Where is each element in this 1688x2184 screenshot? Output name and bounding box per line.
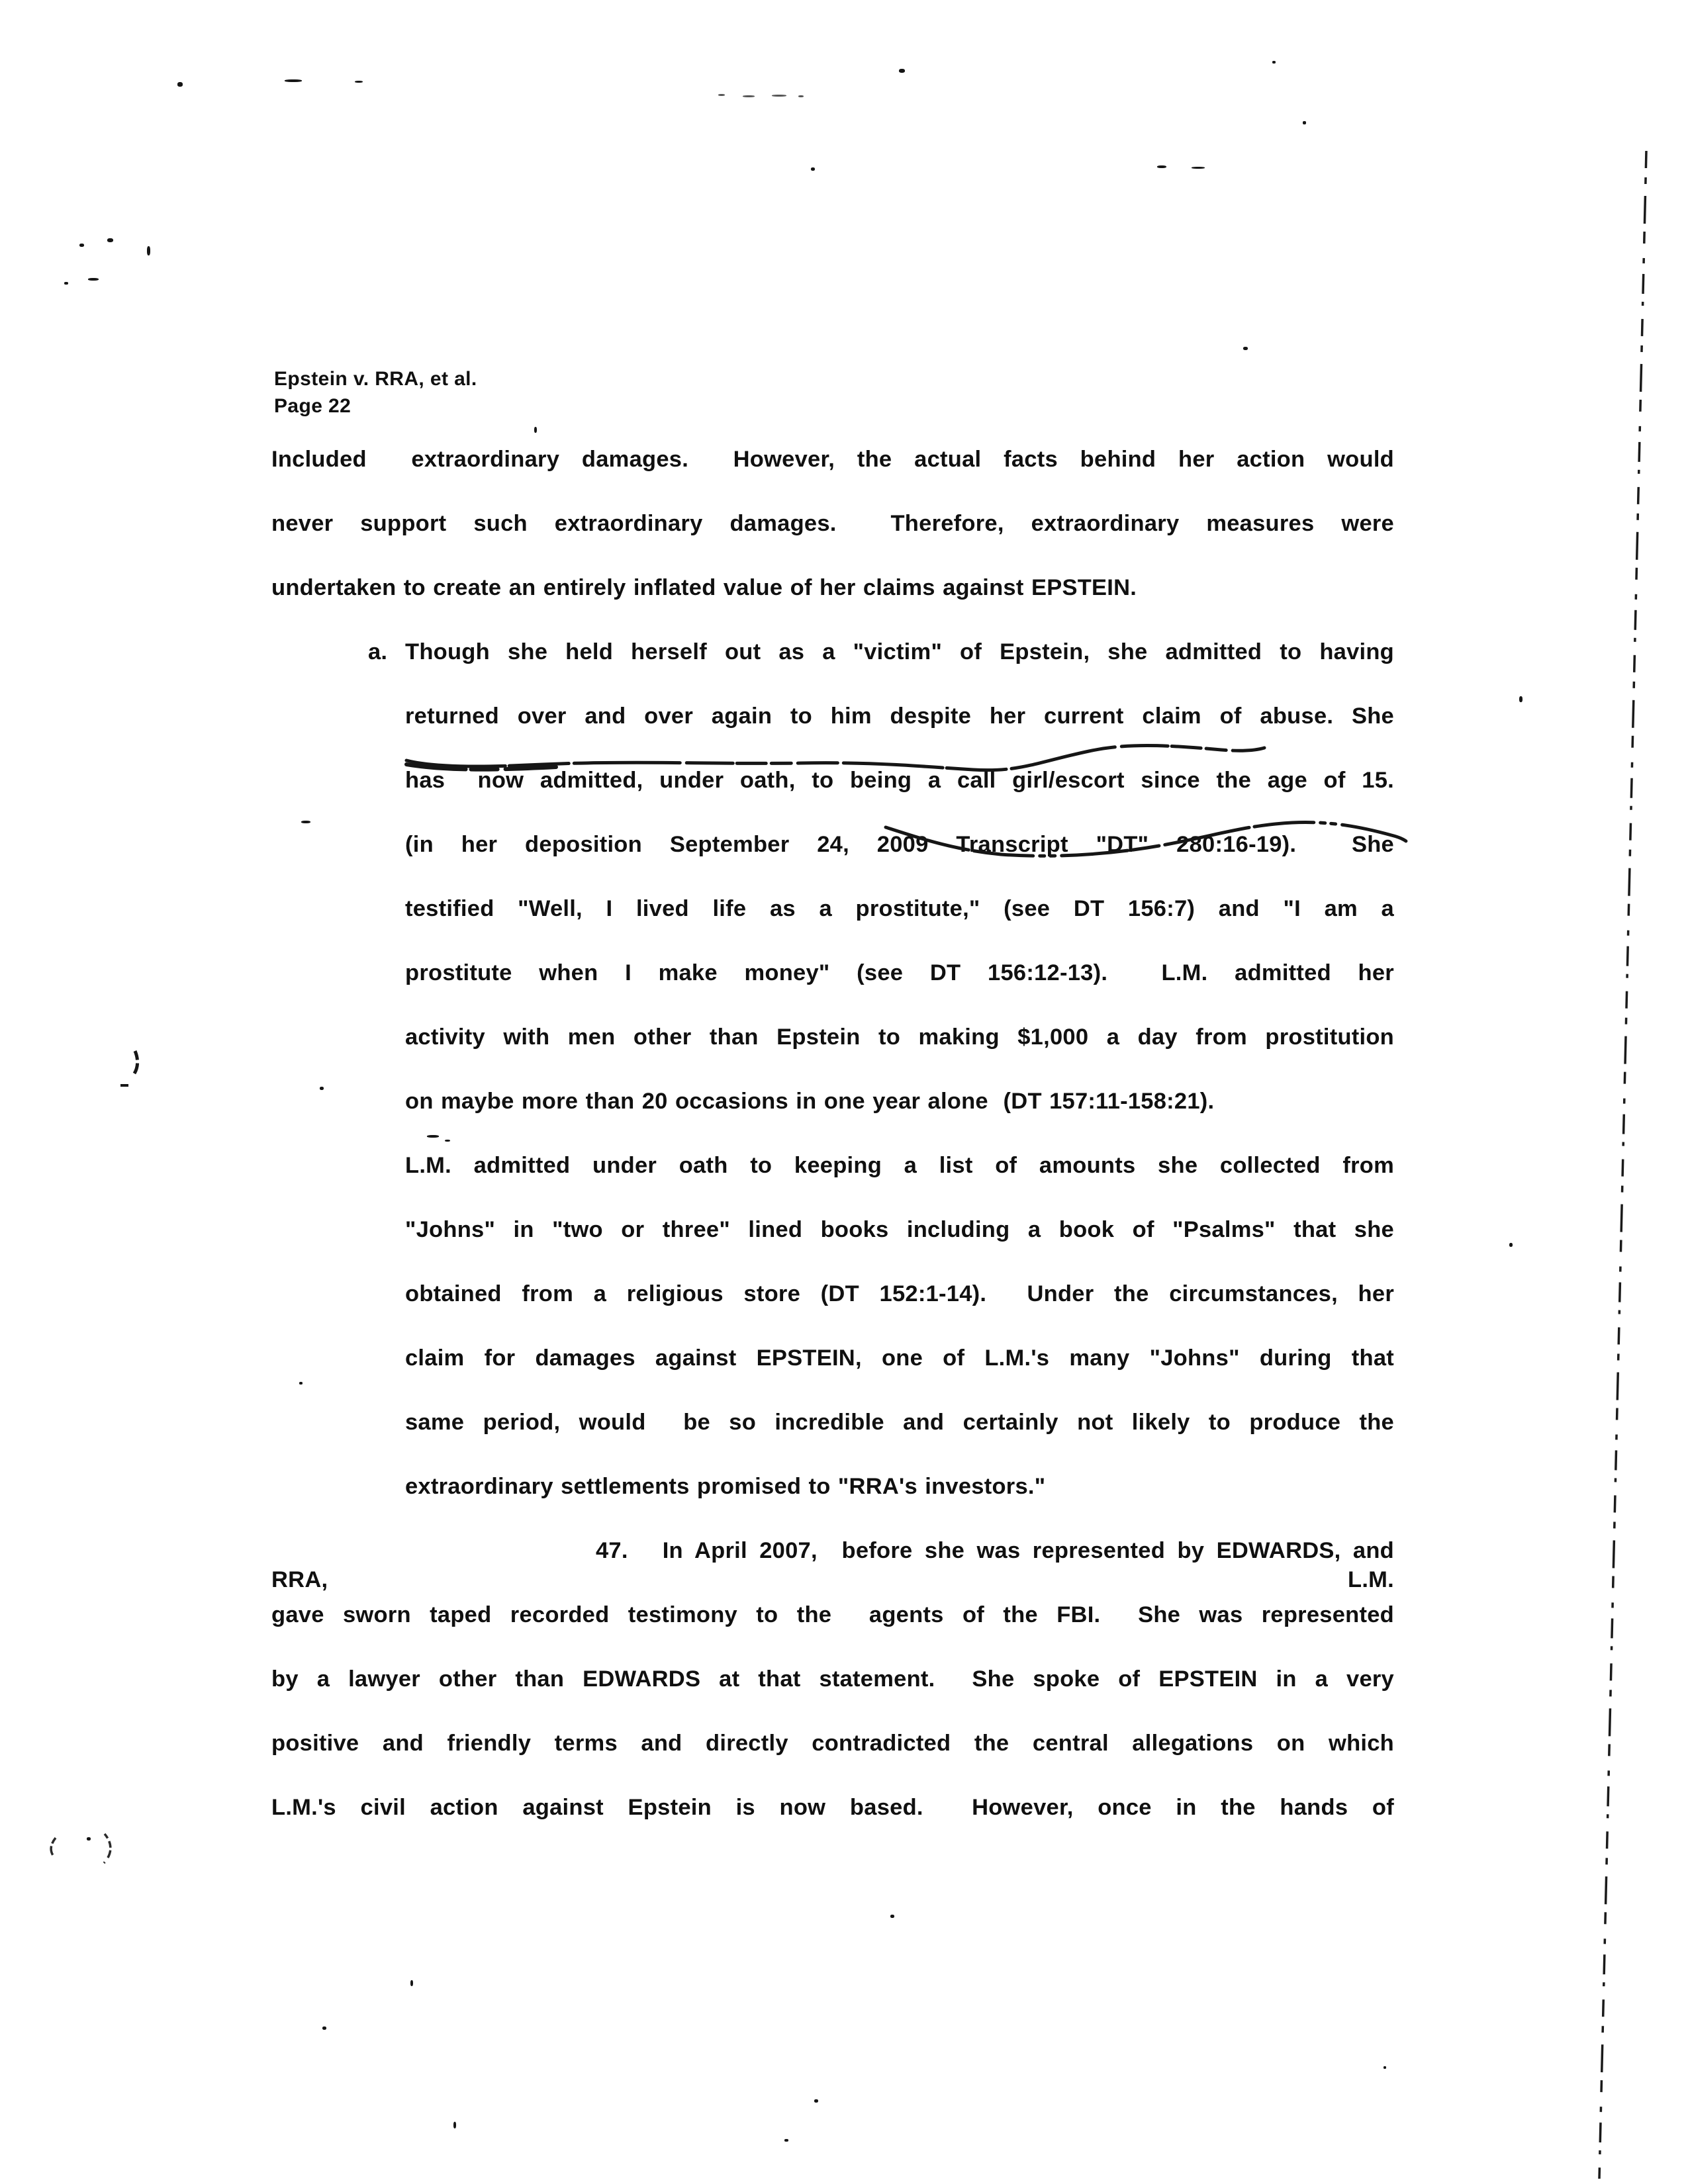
scan-noise-speck — [453, 2122, 456, 2128]
text-line: "Johns" in "two or three" lined books including a book of "Psalms" that she — [405, 1217, 1394, 1242]
scan-noise-speck — [1157, 165, 1166, 168]
scan-noise-speck — [743, 95, 755, 97]
text-line: Included extraordinary damages. However, the actual facts behind her action would — [271, 447, 1394, 472]
scan-noise-speck — [410, 1980, 413, 1986]
text-line: L.M.'s civil action against Epstein is now based. However, once in the hands of — [271, 1795, 1394, 1820]
text-line: by a lawyer other than EDWARDS at that statement. She spoke of EPSTEIN in a very — [271, 1666, 1394, 1692]
text-line: testified "Well, I lived life as a prostitute," (see DT 156:7) and "I am a — [405, 896, 1394, 921]
document-body — [271, 445, 1394, 1857]
scan-noise-speck — [811, 167, 815, 171]
case-caption: Epstein v. RRA, et al. — [274, 368, 477, 390]
document-header — [274, 365, 477, 420]
scan-noise-speck — [798, 95, 804, 97]
margin-mark — [51, 1838, 56, 1858]
scan-noise-speck — [87, 1837, 91, 1841]
scan-noise-speck — [322, 2026, 326, 2030]
scan-noise-speck — [79, 244, 84, 247]
scan-noise-speck — [1303, 121, 1306, 124]
text-line: never support such extraordinary damages. Therefore, extraordinary measures were — [271, 511, 1394, 536]
scan-noise-speck — [285, 79, 302, 82]
page-number: Page 22 — [274, 395, 352, 417]
text-line: has now admitted, under oath, to being a call girl/escort since the age of 15. — [405, 768, 1394, 793]
margin-mark — [134, 1051, 138, 1073]
scan-noise-speck — [64, 282, 68, 285]
scan-edge-line — [1599, 151, 1646, 2179]
scan-noise-speck — [772, 95, 786, 97]
scan-noise-speck — [1192, 167, 1205, 169]
scan-noise-speck — [355, 81, 363, 83]
scan-noise-speck — [899, 69, 905, 73]
list-marker-a: a. — [368, 639, 388, 664]
text-line: positive and friendly terms and directly contradicted the central allegations on which — [271, 1731, 1394, 1756]
text-line: claim for damages against EPSTEIN, one of L.M.'s many "Johns" during that — [405, 1345, 1394, 1371]
scan-noise-speck — [890, 1915, 894, 1918]
scan-noise-speck — [814, 2099, 818, 2103]
scan-noise-speck — [88, 278, 99, 281]
text-line: (in her deposition September 24, 2009 Transcript "DT" 280:16-19). She — [405, 832, 1394, 857]
scan-noise-speck — [1383, 2066, 1386, 2069]
text-line: gave sworn taped recorded testimony to the agents of the FBI. She was represented — [271, 1602, 1394, 1627]
text-line: 47. In April 2007, before she was represented by EDWARDS, and RRA, L.M. — [271, 1536, 1394, 1600]
scan-noise-speck — [1243, 347, 1248, 350]
scan-noise-speck — [177, 82, 183, 87]
text-line: prostitute when I make money" (see DT 156:12-13). L.M. admitted her — [405, 960, 1394, 985]
text-line: extraordinary settlements promised to "RRA's investors." — [405, 1474, 1046, 1499]
text-line: L.M. admitted under oath to keeping a list of amounts she collected from — [405, 1153, 1394, 1178]
scan-noise-speck — [784, 2139, 788, 2142]
text-line: returned over and over again to him despite her current claim of abuse. She — [405, 704, 1394, 729]
text-line: obtained from a religious store (DT 152:1-14). Under the circumstances, her — [405, 1281, 1394, 1306]
text-line: same period, would be so incredible and certainly not likely to produce the — [405, 1410, 1394, 1435]
scan-noise-speck — [1272, 61, 1276, 64]
scan-noise-speck — [1509, 1243, 1513, 1247]
scan-noise-speck — [534, 427, 537, 433]
margin-mark — [104, 1834, 111, 1863]
text-line: undertaken to create an entirely inflated value of her claims against EPSTEIN. — [271, 575, 1137, 600]
scan-noise-speck — [147, 246, 150, 255]
text-line: on maybe more than 20 occasions in one year alone (DT 157:11-158:21). — [405, 1089, 1215, 1114]
text-line: a. Though she held herself out as a "victim" of Epstein, she admitted to having — [405, 637, 1394, 702]
scan-noise-speck — [107, 238, 113, 242]
text-line: activity with men other than Epstein to making $1,000 a day from prostitution — [405, 1024, 1394, 1050]
paragraph-number: 47. — [596, 1538, 628, 1563]
scan-noise-speck — [718, 94, 725, 96]
scan-noise-speck — [1519, 696, 1523, 702]
